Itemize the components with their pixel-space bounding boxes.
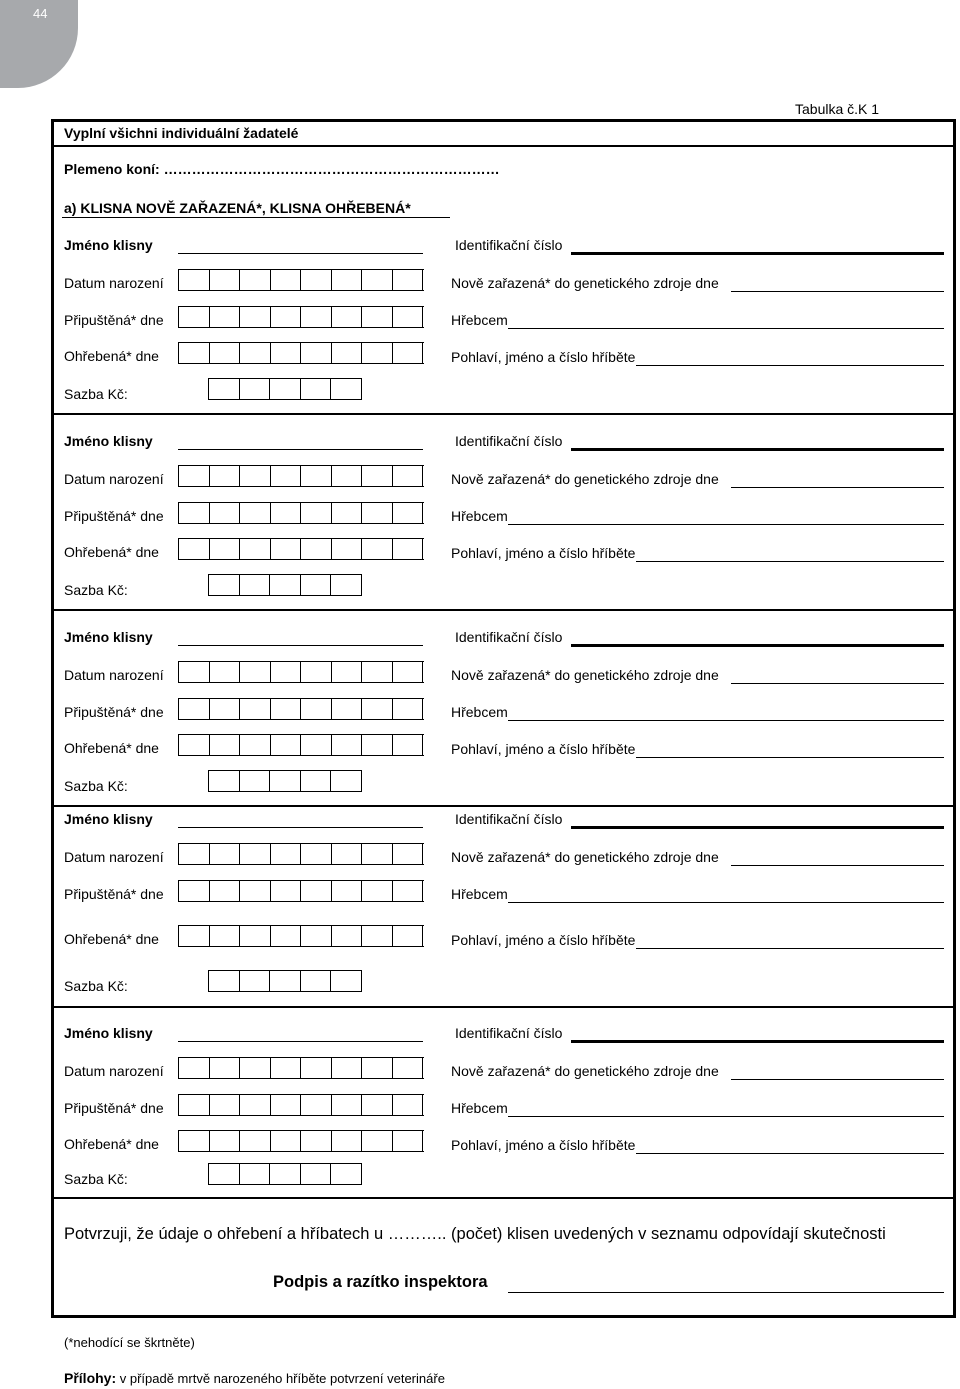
digit-cell[interactable] — [393, 1095, 424, 1115]
mare-2-foal-label: Pohlaví, jméno a číslo hříběte — [451, 545, 636, 561]
mare-2-rate-boxes[interactable] — [208, 574, 362, 596]
mare-3-name-label: Jméno klisny — [64, 629, 153, 645]
digit-cell[interactable] — [301, 881, 332, 901]
mare-5-covered-label: Připuštěná* dne — [64, 1100, 164, 1116]
digit-cell[interactable] — [210, 307, 241, 327]
digit-cell[interactable] — [271, 270, 302, 290]
signature-line[interactable] — [508, 1292, 944, 1293]
digit-cell[interactable] — [179, 1058, 210, 1078]
digit-cell[interactable] — [393, 735, 424, 755]
mare-1-foal-line[interactable] — [636, 365, 944, 366]
mare-1-foaled-boxes[interactable] — [178, 342, 424, 364]
digit-cell[interactable] — [240, 1131, 271, 1151]
digit-cell[interactable] — [240, 539, 271, 559]
digit-cell[interactable] — [331, 971, 362, 991]
digit-cell[interactable] — [362, 844, 393, 864]
digit-cell[interactable] — [179, 503, 210, 523]
digit-cell[interactable] — [271, 466, 302, 486]
digit-cell[interactable] — [179, 539, 210, 559]
digit-cell[interactable] — [240, 466, 271, 486]
mare-5-newly-added-label: Nově zařazená* do genetického zdroje dne — [451, 1063, 719, 1079]
digit-cell[interactable] — [271, 926, 302, 946]
mare-2-covered-boxes[interactable] — [178, 502, 424, 524]
digit-cell[interactable] — [301, 307, 332, 327]
mare-1-stallion-line[interactable] — [508, 328, 944, 329]
digit-cell[interactable] — [332, 699, 363, 719]
digit-cell[interactable] — [332, 343, 363, 363]
digit-cell[interactable] — [301, 466, 332, 486]
footnote: (*nehodící se škrtněte) — [64, 1335, 195, 1350]
mare-4-id-label: Identifikační číslo — [455, 811, 563, 827]
digit-cell[interactable] — [210, 503, 241, 523]
mare-3-foaled-label: Ohřebená* dne — [64, 740, 159, 756]
digit-cell[interactable] — [332, 844, 363, 864]
mare-2-newly-added-line[interactable] — [731, 487, 944, 488]
digit-cell[interactable] — [331, 771, 362, 791]
digit-cell[interactable] — [362, 881, 393, 901]
mare-4-name-label: Jméno klisny — [64, 811, 153, 827]
digit-cell[interactable] — [240, 699, 271, 719]
digit-cell[interactable] — [393, 844, 424, 864]
mare-5-foal-line[interactable] — [636, 1153, 944, 1154]
confirmation-text: Potvrzuji, že údaje o ohřebení a hříbatech u ……….. (počet) klisen uvedených v seznamu odpovídají skutečnosti — [64, 1225, 886, 1243]
mare-4-name-line[interactable] — [178, 827, 423, 828]
digit-cell[interactable] — [240, 575, 271, 595]
digit-cell[interactable] — [270, 971, 301, 991]
digit-cell[interactable] — [331, 1164, 362, 1184]
attachments-text: v případě mrtvě narozeného hříběte potvrzení veterináře — [116, 1371, 445, 1386]
digit-cell[interactable] — [393, 270, 424, 290]
digit-cell[interactable] — [393, 539, 424, 559]
block-separator — [51, 609, 956, 611]
digit-cell[interactable] — [362, 539, 393, 559]
mare-5-birth-label: Datum narození — [64, 1063, 164, 1079]
digit-cell[interactable] — [271, 662, 302, 682]
digit-cell[interactable] — [240, 343, 271, 363]
mare-5-newly-added-line[interactable] — [731, 1079, 944, 1080]
digit-cell[interactable] — [301, 1058, 332, 1078]
digit-cell[interactable] — [209, 1164, 240, 1184]
digit-cell[interactable] — [210, 270, 241, 290]
digit-cell[interactable] — [332, 539, 363, 559]
digit-cell[interactable] — [332, 466, 363, 486]
mare-1-id-line[interactable] — [571, 252, 944, 255]
mare-4-newly-added-line[interactable] — [731, 865, 944, 866]
mare-4-birth-label: Datum narození — [64, 849, 164, 865]
digit-cell[interactable] — [301, 699, 332, 719]
digit-cell[interactable] — [179, 844, 210, 864]
mare-1-foal-label: Pohlaví, jméno a číslo hříběte — [451, 349, 636, 365]
digit-cell[interactable] — [301, 270, 332, 290]
section-title: a) KLISNA NOVĚ ZAŘAZENÁ*, KLISNA OHŘEBENÁ* — [64, 200, 411, 216]
mare-4-covered-label: Připuštěná* dne — [64, 886, 164, 902]
digit-cell[interactable] — [209, 771, 240, 791]
section-title-underline — [62, 217, 450, 218]
mare-1-name-label: Jméno klisny — [64, 237, 153, 253]
breed-label-text: Plemeno koní: — [64, 161, 160, 177]
mare-5-id-label: Identifikační číslo — [455, 1025, 563, 1041]
mare-4-stallion-label: Hřebcem — [451, 886, 508, 902]
digit-cell[interactable] — [332, 1095, 363, 1115]
digit-cell[interactable] — [362, 307, 393, 327]
mare-3-newly-added-line[interactable] — [731, 683, 944, 684]
digit-cell[interactable] — [210, 844, 241, 864]
signature-label: Podpis a razítko inspektora — [273, 1273, 488, 1291]
mare-5-name-label: Jméno klisny — [64, 1025, 153, 1041]
digit-cell[interactable] — [301, 844, 332, 864]
digit-cell[interactable] — [179, 1095, 210, 1115]
digit-cell[interactable] — [301, 1164, 332, 1184]
digit-cell[interactable] — [240, 307, 271, 327]
mare-1-covered-label: Připuštěná* dne — [64, 312, 164, 328]
mare-5-rate-label: Sazba Kč: — [64, 1171, 128, 1187]
digit-cell[interactable] — [271, 881, 302, 901]
digit-cell[interactable] — [301, 771, 332, 791]
mare-1-foaled-label: Ohřebená* dne — [64, 348, 159, 364]
mare-5-stallion-line[interactable] — [508, 1116, 944, 1117]
digit-cell[interactable] — [332, 307, 363, 327]
digit-cell[interactable] — [301, 575, 332, 595]
mare-2-name-line[interactable] — [178, 449, 423, 450]
digit-cell[interactable] — [301, 539, 332, 559]
mare-3-covered-boxes[interactable] — [178, 698, 424, 720]
digit-cell[interactable] — [210, 1095, 241, 1115]
mare-3-rate-boxes[interactable] — [208, 770, 362, 792]
digit-cell[interactable] — [332, 735, 363, 755]
digit-cell[interactable] — [301, 379, 332, 399]
digit-cell[interactable] — [331, 379, 362, 399]
digit-cell[interactable] — [271, 1058, 302, 1078]
digit-cell[interactable] — [210, 926, 241, 946]
digit-cell[interactable] — [393, 343, 424, 363]
mare-1-name-line[interactable] — [178, 253, 423, 254]
mare-4-foal-label: Pohlaví, jméno a číslo hříběte — [451, 932, 636, 948]
digit-cell[interactable] — [271, 343, 302, 363]
digit-cell[interactable] — [240, 881, 271, 901]
page-number: 44 — [33, 6, 48, 21]
digit-cell[interactable] — [332, 1058, 363, 1078]
mare-2-id-line[interactable] — [571, 448, 944, 451]
mare-1-birth-boxes[interactable] — [178, 269, 424, 291]
digit-cell[interactable] — [301, 926, 332, 946]
digit-cell[interactable] — [210, 699, 241, 719]
digit-cell[interactable] — [362, 662, 393, 682]
mare-3-id-label: Identifikační číslo — [455, 629, 563, 645]
digit-cell[interactable] — [179, 662, 210, 682]
digit-cell[interactable] — [393, 926, 424, 946]
mare-4-rate-label: Sazba Kč: — [64, 978, 128, 994]
mare-5-foaled-label: Ohřebená* dne — [64, 1136, 159, 1152]
digit-cell[interactable] — [270, 1164, 301, 1184]
mare-2-name-label: Jméno klisny — [64, 433, 153, 449]
block-separator — [51, 1006, 956, 1008]
mare-2-foaled-boxes[interactable] — [178, 538, 424, 560]
digit-cell[interactable] — [301, 503, 332, 523]
block-separator — [51, 1197, 956, 1199]
mare-1-birth-label: Datum narození — [64, 275, 164, 291]
attachments-label: Přílohy: — [64, 1370, 117, 1386]
mare-3-id-line[interactable] — [571, 644, 944, 647]
mare-3-newly-added-label: Nově zařazená* do genetického zdroje dne — [451, 667, 719, 683]
digit-cell[interactable] — [301, 343, 332, 363]
digit-cell[interactable] — [271, 699, 302, 719]
digit-cell[interactable] — [271, 539, 302, 559]
mare-4-foaled-boxes[interactable] — [178, 925, 424, 947]
mare-4-stallion-line[interactable] — [508, 902, 944, 903]
mare-2-stallion-label: Hřebcem — [451, 508, 508, 524]
digit-cell[interactable] — [240, 844, 271, 864]
digit-cell[interactable] — [270, 771, 301, 791]
mare-4-newly-added-label: Nově zařazená* do genetického zdroje dne — [451, 849, 719, 865]
mare-3-foal-label: Pohlaví, jméno a číslo hříběte — [451, 741, 636, 757]
digit-cell[interactable] — [210, 881, 241, 901]
mare-2-id-label: Identifikační číslo — [455, 433, 563, 449]
mare-3-stallion-line[interactable] — [508, 720, 944, 721]
mare-2-foaled-label: Ohřebená* dne — [64, 544, 159, 560]
digit-cell[interactable] — [271, 1131, 302, 1151]
digit-cell[interactable] — [332, 1131, 363, 1151]
table-reference: Tabulka č.K 1 — [795, 101, 880, 117]
digit-cell[interactable] — [210, 1131, 241, 1151]
mare-2-foal-line[interactable] — [636, 561, 944, 562]
mare-3-name-line[interactable] — [178, 645, 423, 646]
digit-cell[interactable] — [362, 1058, 393, 1078]
mare-4-rate-boxes[interactable] — [208, 970, 362, 992]
mare-2-birth-label: Datum narození — [64, 471, 164, 487]
digit-cell[interactable] — [240, 270, 271, 290]
digit-cell[interactable] — [301, 971, 332, 991]
digit-cell[interactable] — [270, 379, 301, 399]
digit-cell[interactable] — [209, 971, 240, 991]
digit-cell[interactable] — [240, 662, 271, 682]
digit-cell[interactable] — [362, 926, 393, 946]
mare-2-covered-label: Připuštěná* dne — [64, 508, 164, 524]
mare-1-rate-label: Sazba Kč: — [64, 386, 128, 402]
digit-cell[interactable] — [393, 466, 424, 486]
digit-cell[interactable] — [393, 307, 424, 327]
digit-cell[interactable] — [393, 662, 424, 682]
digit-cell[interactable] — [240, 1058, 271, 1078]
mare-2-rate-label: Sazba Kč: — [64, 582, 128, 598]
mare-5-name-line[interactable] — [178, 1041, 423, 1042]
digit-cell[interactable] — [179, 1131, 210, 1151]
digit-cell[interactable] — [332, 662, 363, 682]
digit-cell[interactable] — [332, 926, 363, 946]
mare-3-foal-line[interactable] — [636, 757, 944, 758]
mare-1-rate-boxes[interactable] — [208, 378, 362, 400]
breed-label — [64, 161, 500, 177]
mare-4-birth-boxes[interactable] — [178, 843, 424, 865]
form-title: Vyplní všichni individuální žadatelé — [64, 125, 299, 141]
digit-cell[interactable] — [362, 503, 393, 523]
mare-3-foaled-boxes[interactable] — [178, 734, 424, 756]
digit-cell[interactable] — [393, 699, 424, 719]
digit-cell[interactable] — [271, 307, 302, 327]
mare-1-newly-added-label: Nově zařazená* do genetického zdroje dne — [451, 275, 719, 291]
mare-4-covered-boxes[interactable] — [178, 880, 424, 902]
digit-cell[interactable] — [179, 926, 210, 946]
mare-1-covered-boxes[interactable] — [178, 306, 424, 328]
digit-cell[interactable] — [271, 735, 302, 755]
digit-cell[interactable] — [240, 771, 271, 791]
digit-cell[interactable] — [270, 575, 301, 595]
digit-cell[interactable] — [362, 735, 393, 755]
digit-cell[interactable] — [240, 971, 271, 991]
page-tab — [0, 0, 78, 88]
digit-cell[interactable] — [210, 466, 241, 486]
digit-cell[interactable] — [271, 844, 302, 864]
digit-cell[interactable] — [210, 343, 241, 363]
digit-cell[interactable] — [179, 881, 210, 901]
digit-cell[interactable] — [362, 699, 393, 719]
digit-cell[interactable] — [332, 881, 363, 901]
digit-cell[interactable] — [210, 539, 241, 559]
mare-4-foal-line[interactable] — [636, 948, 944, 949]
digit-cell[interactable] — [240, 926, 271, 946]
digit-cell[interactable] — [362, 466, 393, 486]
digit-cell[interactable] — [210, 735, 241, 755]
digit-cell[interactable] — [301, 735, 332, 755]
digit-cell[interactable] — [332, 270, 363, 290]
digit-cell[interactable] — [301, 662, 332, 682]
digit-cell[interactable] — [179, 307, 210, 327]
attachments-note — [64, 1370, 445, 1386]
mare-4-id-line[interactable] — [571, 826, 944, 829]
digit-cell[interactable] — [332, 503, 363, 523]
breed-field[interactable]: ……………………………………………………………… — [163, 161, 500, 177]
mare-1-newly-added-line[interactable] — [731, 291, 944, 292]
digit-cell[interactable] — [179, 699, 210, 719]
mare-5-covered-boxes[interactable] — [178, 1094, 424, 1116]
digit-cell[interactable] — [209, 575, 240, 595]
digit-cell[interactable] — [179, 466, 210, 486]
mare-5-stallion-label: Hřebcem — [451, 1100, 508, 1116]
digit-cell[interactable] — [393, 1058, 424, 1078]
block-separator — [51, 805, 956, 807]
mare-5-rate-boxes[interactable] — [208, 1163, 362, 1185]
digit-cell[interactable] — [240, 503, 271, 523]
mare-3-birth-boxes[interactable] — [178, 661, 424, 683]
mare-2-birth-boxes[interactable] — [178, 465, 424, 487]
digit-cell[interactable] — [240, 1095, 271, 1115]
mare-2-stallion-line[interactable] — [508, 524, 944, 525]
mare-5-birth-boxes[interactable] — [178, 1057, 424, 1079]
digit-cell[interactable] — [210, 1058, 241, 1078]
mare-1-id-label: Identifikační číslo — [455, 237, 563, 253]
mare-3-stallion-label: Hřebcem — [451, 704, 508, 720]
digit-cell[interactable] — [362, 1095, 393, 1115]
digit-cell[interactable] — [271, 1095, 302, 1115]
digit-cell[interactable] — [331, 575, 362, 595]
mare-3-rate-label: Sazba Kč: — [64, 778, 128, 794]
digit-cell[interactable] — [240, 735, 271, 755]
mare-5-foaled-boxes[interactable] — [178, 1130, 424, 1152]
mare-5-foal-label: Pohlaví, jméno a číslo hříběte — [451, 1137, 636, 1153]
digit-cell[interactable] — [210, 662, 241, 682]
digit-cell[interactable] — [393, 503, 424, 523]
mare-4-foaled-label: Ohřebená* dne — [64, 931, 159, 947]
mare-1-stallion-label: Hřebcem — [451, 312, 508, 328]
digit-cell[interactable] — [393, 881, 424, 901]
digit-cell[interactable] — [240, 379, 271, 399]
digit-cell[interactable] — [209, 379, 240, 399]
digit-cell[interactable] — [301, 1131, 332, 1151]
digit-cell[interactable] — [362, 1131, 393, 1151]
mare-3-covered-label: Připuštěná* dne — [64, 704, 164, 720]
mare-3-birth-label: Datum narození — [64, 667, 164, 683]
digit-cell[interactable] — [179, 735, 210, 755]
digit-cell[interactable] — [271, 503, 302, 523]
digit-cell[interactable] — [301, 1095, 332, 1115]
digit-cell[interactable] — [179, 270, 210, 290]
digit-cell[interactable] — [362, 343, 393, 363]
digit-cell[interactable] — [362, 270, 393, 290]
digit-cell[interactable] — [393, 1131, 424, 1151]
mare-5-id-line[interactable] — [571, 1040, 944, 1043]
mare-2-newly-added-label: Nově zařazená* do genetického zdroje dne — [451, 471, 719, 487]
block-separator — [51, 413, 956, 415]
digit-cell[interactable] — [179, 343, 210, 363]
digit-cell[interactable] — [240, 1164, 271, 1184]
header-rule — [51, 145, 956, 147]
